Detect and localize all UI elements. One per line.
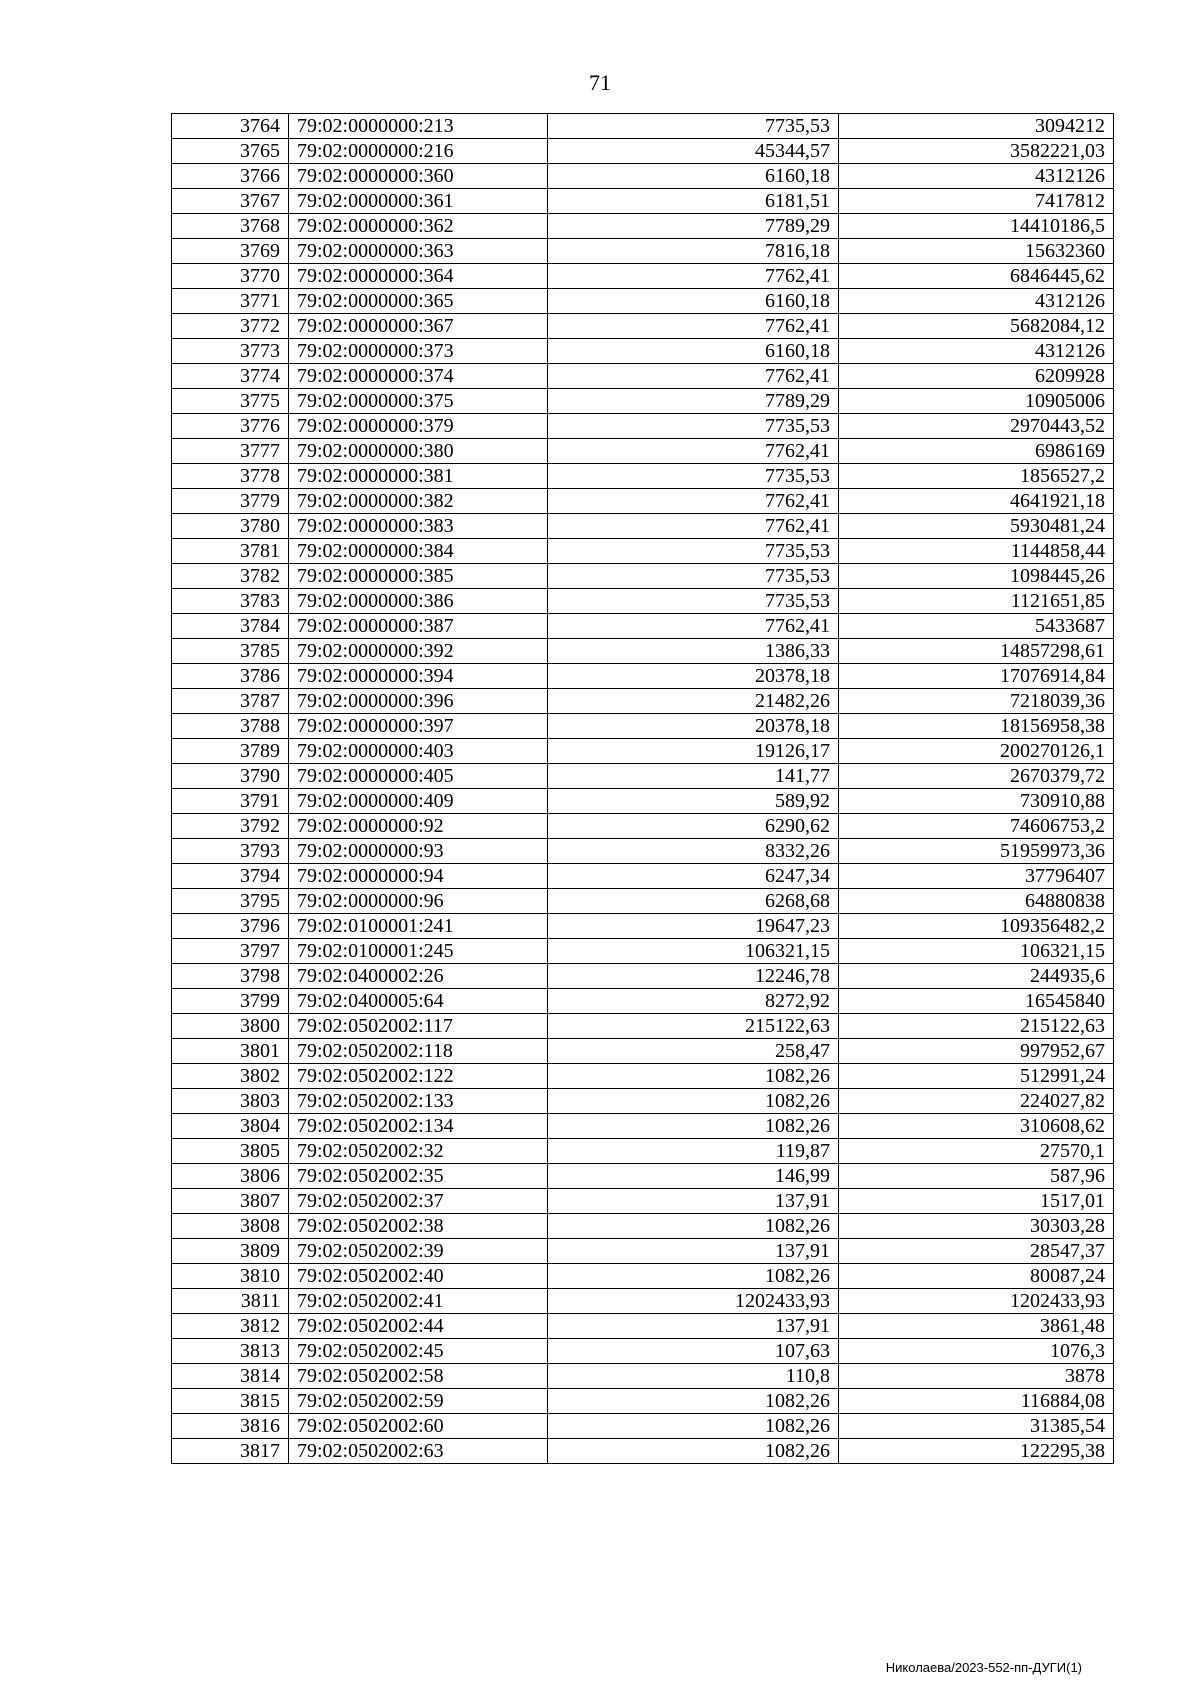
value-cell: 14857298,61 (839, 639, 1114, 664)
table-row (172, 214, 1114, 239)
area-cell: 19647,23 (548, 914, 839, 939)
table-row (172, 889, 1114, 914)
cadastral-number-cell: 79:02:0000000:386 (289, 589, 548, 614)
row-number-cell: 3796 (172, 914, 289, 939)
table-body (172, 114, 1114, 1464)
table-row (172, 664, 1114, 689)
table-row (172, 639, 1114, 664)
row-number-cell: 3805 (172, 1139, 289, 1164)
cadastral-number-cell: 79:02:0000000:383 (289, 514, 548, 539)
cadastral-number-cell: 79:02:0502002:134 (289, 1114, 548, 1139)
row-number-cell: 3767 (172, 189, 289, 214)
row-number-cell: 3810 (172, 1264, 289, 1289)
table-row (172, 564, 1114, 589)
table-row (172, 1289, 1114, 1314)
cadastral-number-cell: 79:02:0000000:380 (289, 439, 548, 464)
area-cell: 6268,68 (548, 889, 839, 914)
cadastral-number-cell: 79:02:0000000:364 (289, 264, 548, 289)
row-number-cell: 3797 (172, 939, 289, 964)
value-cell: 30303,28 (839, 1214, 1114, 1239)
value-cell: 31385,54 (839, 1414, 1114, 1439)
value-cell: 4312126 (839, 164, 1114, 189)
table-row (172, 414, 1114, 439)
value-cell: 3094212 (839, 114, 1114, 139)
area-cell: 7762,41 (548, 439, 839, 464)
value-cell: 64880838 (839, 889, 1114, 914)
area-cell: 1082,26 (548, 1089, 839, 1114)
area-cell: 7762,41 (548, 314, 839, 339)
table-row (172, 814, 1114, 839)
table-row (172, 589, 1114, 614)
value-cell: 1202433,93 (839, 1289, 1114, 1314)
cadastral-number-cell: 79:02:0000000:94 (289, 864, 548, 889)
area-cell: 45344,57 (548, 139, 839, 164)
row-number-cell: 3814 (172, 1364, 289, 1389)
value-cell: 6986169 (839, 439, 1114, 464)
cadastral-number-cell: 79:02:0100001:245 (289, 939, 548, 964)
cadastral-number-cell: 79:02:0502002:40 (289, 1264, 548, 1289)
value-cell: 6846445,62 (839, 264, 1114, 289)
cadastral-number-cell: 79:02:0000000:384 (289, 539, 548, 564)
table-row (172, 1239, 1114, 1264)
cadastral-number-cell: 79:02:0000000:394 (289, 664, 548, 689)
row-number-cell: 3811 (172, 1289, 289, 1314)
row-number-cell: 3789 (172, 739, 289, 764)
row-number-cell: 3808 (172, 1214, 289, 1239)
table-row (172, 1364, 1114, 1389)
table-row (172, 1264, 1114, 1289)
value-cell: 6209928 (839, 364, 1114, 389)
table-row (172, 364, 1114, 389)
row-number-cell: 3780 (172, 514, 289, 539)
row-number-cell: 3771 (172, 289, 289, 314)
cadastral-number-cell: 79:02:0100001:241 (289, 914, 548, 939)
table-row (172, 489, 1114, 514)
table-row (172, 1414, 1114, 1439)
cadastral-number-cell: 79:02:0000000:387 (289, 614, 548, 639)
table-row (172, 864, 1114, 889)
table-row (172, 339, 1114, 364)
value-cell: 15632360 (839, 239, 1114, 264)
cadastral-number-cell: 79:02:0502002:58 (289, 1364, 548, 1389)
area-cell: 1202433,93 (548, 1289, 839, 1314)
row-number-cell: 3815 (172, 1389, 289, 1414)
value-cell: 512991,24 (839, 1064, 1114, 1089)
cadastral-number-cell: 79:02:0000000:367 (289, 314, 548, 339)
row-number-cell: 3816 (172, 1414, 289, 1439)
area-cell: 589,92 (548, 789, 839, 814)
table-row (172, 1089, 1114, 1114)
value-cell: 14410186,5 (839, 214, 1114, 239)
table-row (172, 989, 1114, 1014)
table-row (172, 464, 1114, 489)
cadastral-number-cell: 79:02:0000000:403 (289, 739, 548, 764)
area-cell: 1082,26 (548, 1114, 839, 1139)
value-cell: 200270126,1 (839, 739, 1114, 764)
area-cell: 7816,18 (548, 239, 839, 264)
row-number-cell: 3784 (172, 614, 289, 639)
area-cell: 19126,17 (548, 739, 839, 764)
row-number-cell: 3772 (172, 314, 289, 339)
value-cell: 51959973,36 (839, 839, 1114, 864)
table-row (172, 964, 1114, 989)
cadastral-number-cell: 79:02:0502002:118 (289, 1039, 548, 1064)
cadastral-number-cell: 79:02:0400002:26 (289, 964, 548, 989)
table-row (172, 614, 1114, 639)
table-row (172, 139, 1114, 164)
row-number-cell: 3804 (172, 1114, 289, 1139)
value-cell: 4641921,18 (839, 489, 1114, 514)
value-cell: 16545840 (839, 989, 1114, 1014)
value-cell: 27570,1 (839, 1139, 1114, 1164)
row-number-cell: 3807 (172, 1189, 289, 1214)
table-row (172, 289, 1114, 314)
row-number-cell: 3794 (172, 864, 289, 889)
value-cell: 215122,63 (839, 1014, 1114, 1039)
row-number-cell: 3777 (172, 439, 289, 464)
area-cell: 137,91 (548, 1314, 839, 1339)
area-cell: 106321,15 (548, 939, 839, 964)
table-row (172, 1389, 1114, 1414)
cadastral-number-cell: 79:02:0000000:361 (289, 189, 548, 214)
area-cell: 1082,26 (548, 1214, 839, 1239)
area-cell: 7762,41 (548, 264, 839, 289)
cadastral-number-cell: 79:02:0000000:397 (289, 714, 548, 739)
value-cell: 310608,62 (839, 1114, 1114, 1139)
area-cell: 137,91 (548, 1189, 839, 1214)
cadastral-number-cell: 79:02:0000000:385 (289, 564, 548, 589)
value-cell: 1144858,44 (839, 539, 1114, 564)
value-cell: 997952,67 (839, 1039, 1114, 1064)
row-number-cell: 3806 (172, 1164, 289, 1189)
table-row (172, 714, 1114, 739)
row-number-cell: 3774 (172, 364, 289, 389)
table-row (172, 1164, 1114, 1189)
value-cell: 730910,88 (839, 789, 1114, 814)
table-row (172, 1339, 1114, 1364)
area-cell: 7735,53 (548, 414, 839, 439)
value-cell: 3878 (839, 1364, 1114, 1389)
cadastral-number-cell: 79:02:0502002:44 (289, 1314, 548, 1339)
area-cell: 1082,26 (548, 1064, 839, 1089)
value-cell: 587,96 (839, 1164, 1114, 1189)
cadastral-number-cell: 79:02:0000000:213 (289, 114, 548, 139)
value-cell: 10905006 (839, 389, 1114, 414)
area-cell: 6181,51 (548, 189, 839, 214)
area-cell: 6290,62 (548, 814, 839, 839)
row-number-cell: 3788 (172, 714, 289, 739)
row-number-cell: 3773 (172, 339, 289, 364)
cadastral-number-cell: 79:02:0000000:92 (289, 814, 548, 839)
row-number-cell: 3798 (172, 964, 289, 989)
value-cell: 4312126 (839, 289, 1114, 314)
row-number-cell: 3782 (172, 564, 289, 589)
value-cell: 7417812 (839, 189, 1114, 214)
cadastral-number-cell: 79:02:0000000:93 (289, 839, 548, 864)
table-row (172, 789, 1114, 814)
row-number-cell: 3793 (172, 839, 289, 864)
value-cell: 80087,24 (839, 1264, 1114, 1289)
cadastral-number-cell: 79:02:0000000:396 (289, 689, 548, 714)
value-cell: 2970443,52 (839, 414, 1114, 439)
area-cell: 1082,26 (548, 1389, 839, 1414)
area-cell: 7762,41 (548, 489, 839, 514)
cadastral-number-cell: 79:02:0000000:373 (289, 339, 548, 364)
value-cell: 5930481,24 (839, 514, 1114, 539)
row-number-cell: 3795 (172, 889, 289, 914)
cadastral-number-cell: 79:02:0502002:59 (289, 1389, 548, 1414)
cadastral-number-cell: 79:02:0000000:216 (289, 139, 548, 164)
value-cell: 7218039,36 (839, 689, 1114, 714)
area-cell: 7762,41 (548, 614, 839, 639)
area-cell: 137,91 (548, 1239, 839, 1264)
cadastral-number-cell: 79:02:0502002:38 (289, 1214, 548, 1239)
cadastral-number-cell: 79:02:0000000:392 (289, 639, 548, 664)
value-cell: 3861,48 (839, 1314, 1114, 1339)
cadastral-number-cell: 79:02:0000000:360 (289, 164, 548, 189)
value-cell: 17076914,84 (839, 664, 1114, 689)
area-cell: 8332,26 (548, 839, 839, 864)
cadastral-number-cell: 79:02:0000000:365 (289, 289, 548, 314)
cadastral-number-cell: 79:02:0502002:45 (289, 1339, 548, 1364)
value-cell: 224027,82 (839, 1089, 1114, 1114)
cadastral-number-cell: 79:02:0000000:374 (289, 364, 548, 389)
cadastral-number-cell: 79:02:0502002:122 (289, 1064, 548, 1089)
table-row (172, 164, 1114, 189)
area-cell: 21482,26 (548, 689, 839, 714)
area-cell: 1386,33 (548, 639, 839, 664)
area-cell: 146,99 (548, 1164, 839, 1189)
value-cell: 18156958,38 (839, 714, 1114, 739)
table-row (172, 1014, 1114, 1039)
document-footer: Николаева/2023-552-пп-ДУГИ(1) (885, 1660, 1082, 1675)
cadastral-table (171, 113, 1114, 1464)
cadastral-number-cell: 79:02:0400005:64 (289, 989, 548, 1014)
table-row (172, 739, 1114, 764)
row-number-cell: 3778 (172, 464, 289, 489)
area-cell: 7762,41 (548, 514, 839, 539)
table-row (172, 114, 1114, 139)
area-cell: 7789,29 (548, 214, 839, 239)
area-cell: 7735,53 (548, 114, 839, 139)
row-number-cell: 3781 (172, 539, 289, 564)
cadastral-number-cell: 79:02:0502002:41 (289, 1289, 548, 1314)
row-number-cell: 3802 (172, 1064, 289, 1089)
row-number-cell: 3791 (172, 789, 289, 814)
area-cell: 110,8 (548, 1364, 839, 1389)
cadastral-number-cell: 79:02:0000000:381 (289, 464, 548, 489)
row-number-cell: 3766 (172, 164, 289, 189)
area-cell: 1082,26 (548, 1264, 839, 1289)
cadastral-number-cell: 79:02:0000000:382 (289, 489, 548, 514)
table-row (172, 1439, 1114, 1464)
value-cell: 1098445,26 (839, 564, 1114, 589)
area-cell: 7735,53 (548, 539, 839, 564)
row-number-cell: 3769 (172, 239, 289, 264)
table-row (172, 389, 1114, 414)
value-cell: 5433687 (839, 614, 1114, 639)
row-number-cell: 3776 (172, 414, 289, 439)
table-row (172, 1114, 1114, 1139)
area-cell: 7735,53 (548, 589, 839, 614)
page-number: 71 (589, 70, 611, 95)
area-cell: 258,47 (548, 1039, 839, 1064)
value-cell: 116884,08 (839, 1389, 1114, 1414)
row-number-cell: 3803 (172, 1089, 289, 1114)
row-number-cell: 3779 (172, 489, 289, 514)
cadastral-number-cell: 79:02:0000000:363 (289, 239, 548, 264)
table-row (172, 939, 1114, 964)
cadastral-number-cell: 79:02:0502002:35 (289, 1164, 548, 1189)
table-row (172, 914, 1114, 939)
table-row (172, 689, 1114, 714)
table-row (172, 1064, 1114, 1089)
area-cell: 1082,26 (548, 1439, 839, 1464)
table-row (172, 314, 1114, 339)
area-cell: 7735,53 (548, 564, 839, 589)
table-row (172, 1314, 1114, 1339)
area-cell: 6160,18 (548, 339, 839, 364)
area-cell: 20378,18 (548, 664, 839, 689)
area-cell: 12246,78 (548, 964, 839, 989)
row-number-cell: 3787 (172, 689, 289, 714)
area-cell: 7762,41 (548, 364, 839, 389)
table-row (172, 264, 1114, 289)
area-cell: 6247,34 (548, 864, 839, 889)
area-cell: 1082,26 (548, 1414, 839, 1439)
table-row (172, 239, 1114, 264)
value-cell: 1076,3 (839, 1339, 1114, 1364)
value-cell: 5682084,12 (839, 314, 1114, 339)
row-number-cell: 3775 (172, 389, 289, 414)
row-number-cell: 3786 (172, 664, 289, 689)
area-cell: 6160,18 (548, 164, 839, 189)
cadastral-number-cell: 79:02:0502002:63 (289, 1439, 548, 1464)
table-row (172, 539, 1114, 564)
value-cell: 28547,37 (839, 1239, 1114, 1264)
cadastral-number-cell: 79:02:0502002:37 (289, 1189, 548, 1214)
cadastral-number-cell: 79:02:0000000:96 (289, 889, 548, 914)
cadastral-number-cell: 79:02:0502002:133 (289, 1089, 548, 1114)
row-number-cell: 3765 (172, 139, 289, 164)
value-cell: 37796407 (839, 864, 1114, 889)
row-number-cell: 3783 (172, 589, 289, 614)
row-number-cell: 3770 (172, 264, 289, 289)
area-cell: 107,63 (548, 1339, 839, 1364)
row-number-cell: 3817 (172, 1439, 289, 1464)
cadastral-number-cell: 79:02:0000000:375 (289, 389, 548, 414)
table-row (172, 1214, 1114, 1239)
row-number-cell: 3790 (172, 764, 289, 789)
cadastral-number-cell: 79:02:0502002:32 (289, 1139, 548, 1164)
row-number-cell: 3792 (172, 814, 289, 839)
value-cell: 74606753,2 (839, 814, 1114, 839)
row-number-cell: 3799 (172, 989, 289, 1014)
value-cell: 2670379,72 (839, 764, 1114, 789)
table-row (172, 1189, 1114, 1214)
value-cell: 4312126 (839, 339, 1114, 364)
value-cell: 106321,15 (839, 939, 1114, 964)
cadastral-number-cell: 79:02:0000000:379 (289, 414, 548, 439)
table-row (172, 439, 1114, 464)
value-cell: 122295,38 (839, 1439, 1114, 1464)
table-row (172, 1139, 1114, 1164)
row-number-cell: 3764 (172, 114, 289, 139)
table-row (172, 839, 1114, 864)
value-cell: 1121651,85 (839, 589, 1114, 614)
cadastral-number-cell: 79:02:0000000:409 (289, 789, 548, 814)
table-row (172, 1039, 1114, 1064)
row-number-cell: 3809 (172, 1239, 289, 1264)
area-cell: 7789,29 (548, 389, 839, 414)
area-cell: 141,77 (548, 764, 839, 789)
row-number-cell: 3813 (172, 1339, 289, 1364)
row-number-cell: 3801 (172, 1039, 289, 1064)
table-row (172, 189, 1114, 214)
row-number-cell: 3768 (172, 214, 289, 239)
table-row (172, 514, 1114, 539)
area-cell: 7735,53 (548, 464, 839, 489)
value-cell: 3582221,03 (839, 139, 1114, 164)
value-cell: 1517,01 (839, 1189, 1114, 1214)
cadastral-number-cell: 79:02:0000000:362 (289, 214, 548, 239)
area-cell: 6160,18 (548, 289, 839, 314)
cadastral-number-cell: 79:02:0502002:39 (289, 1239, 548, 1264)
row-number-cell: 3800 (172, 1014, 289, 1039)
value-cell: 109356482,2 (839, 914, 1114, 939)
row-number-cell: 3812 (172, 1314, 289, 1339)
cadastral-number-cell: 79:02:0000000:405 (289, 764, 548, 789)
area-cell: 8272,92 (548, 989, 839, 1014)
table-row (172, 764, 1114, 789)
area-cell: 215122,63 (548, 1014, 839, 1039)
cadastral-number-cell: 79:02:0502002:60 (289, 1414, 548, 1439)
row-number-cell: 3785 (172, 639, 289, 664)
cadastral-number-cell: 79:02:0502002:117 (289, 1014, 548, 1039)
area-cell: 119,87 (548, 1139, 839, 1164)
area-cell: 20378,18 (548, 714, 839, 739)
value-cell: 1856527,2 (839, 464, 1114, 489)
value-cell: 244935,6 (839, 964, 1114, 989)
